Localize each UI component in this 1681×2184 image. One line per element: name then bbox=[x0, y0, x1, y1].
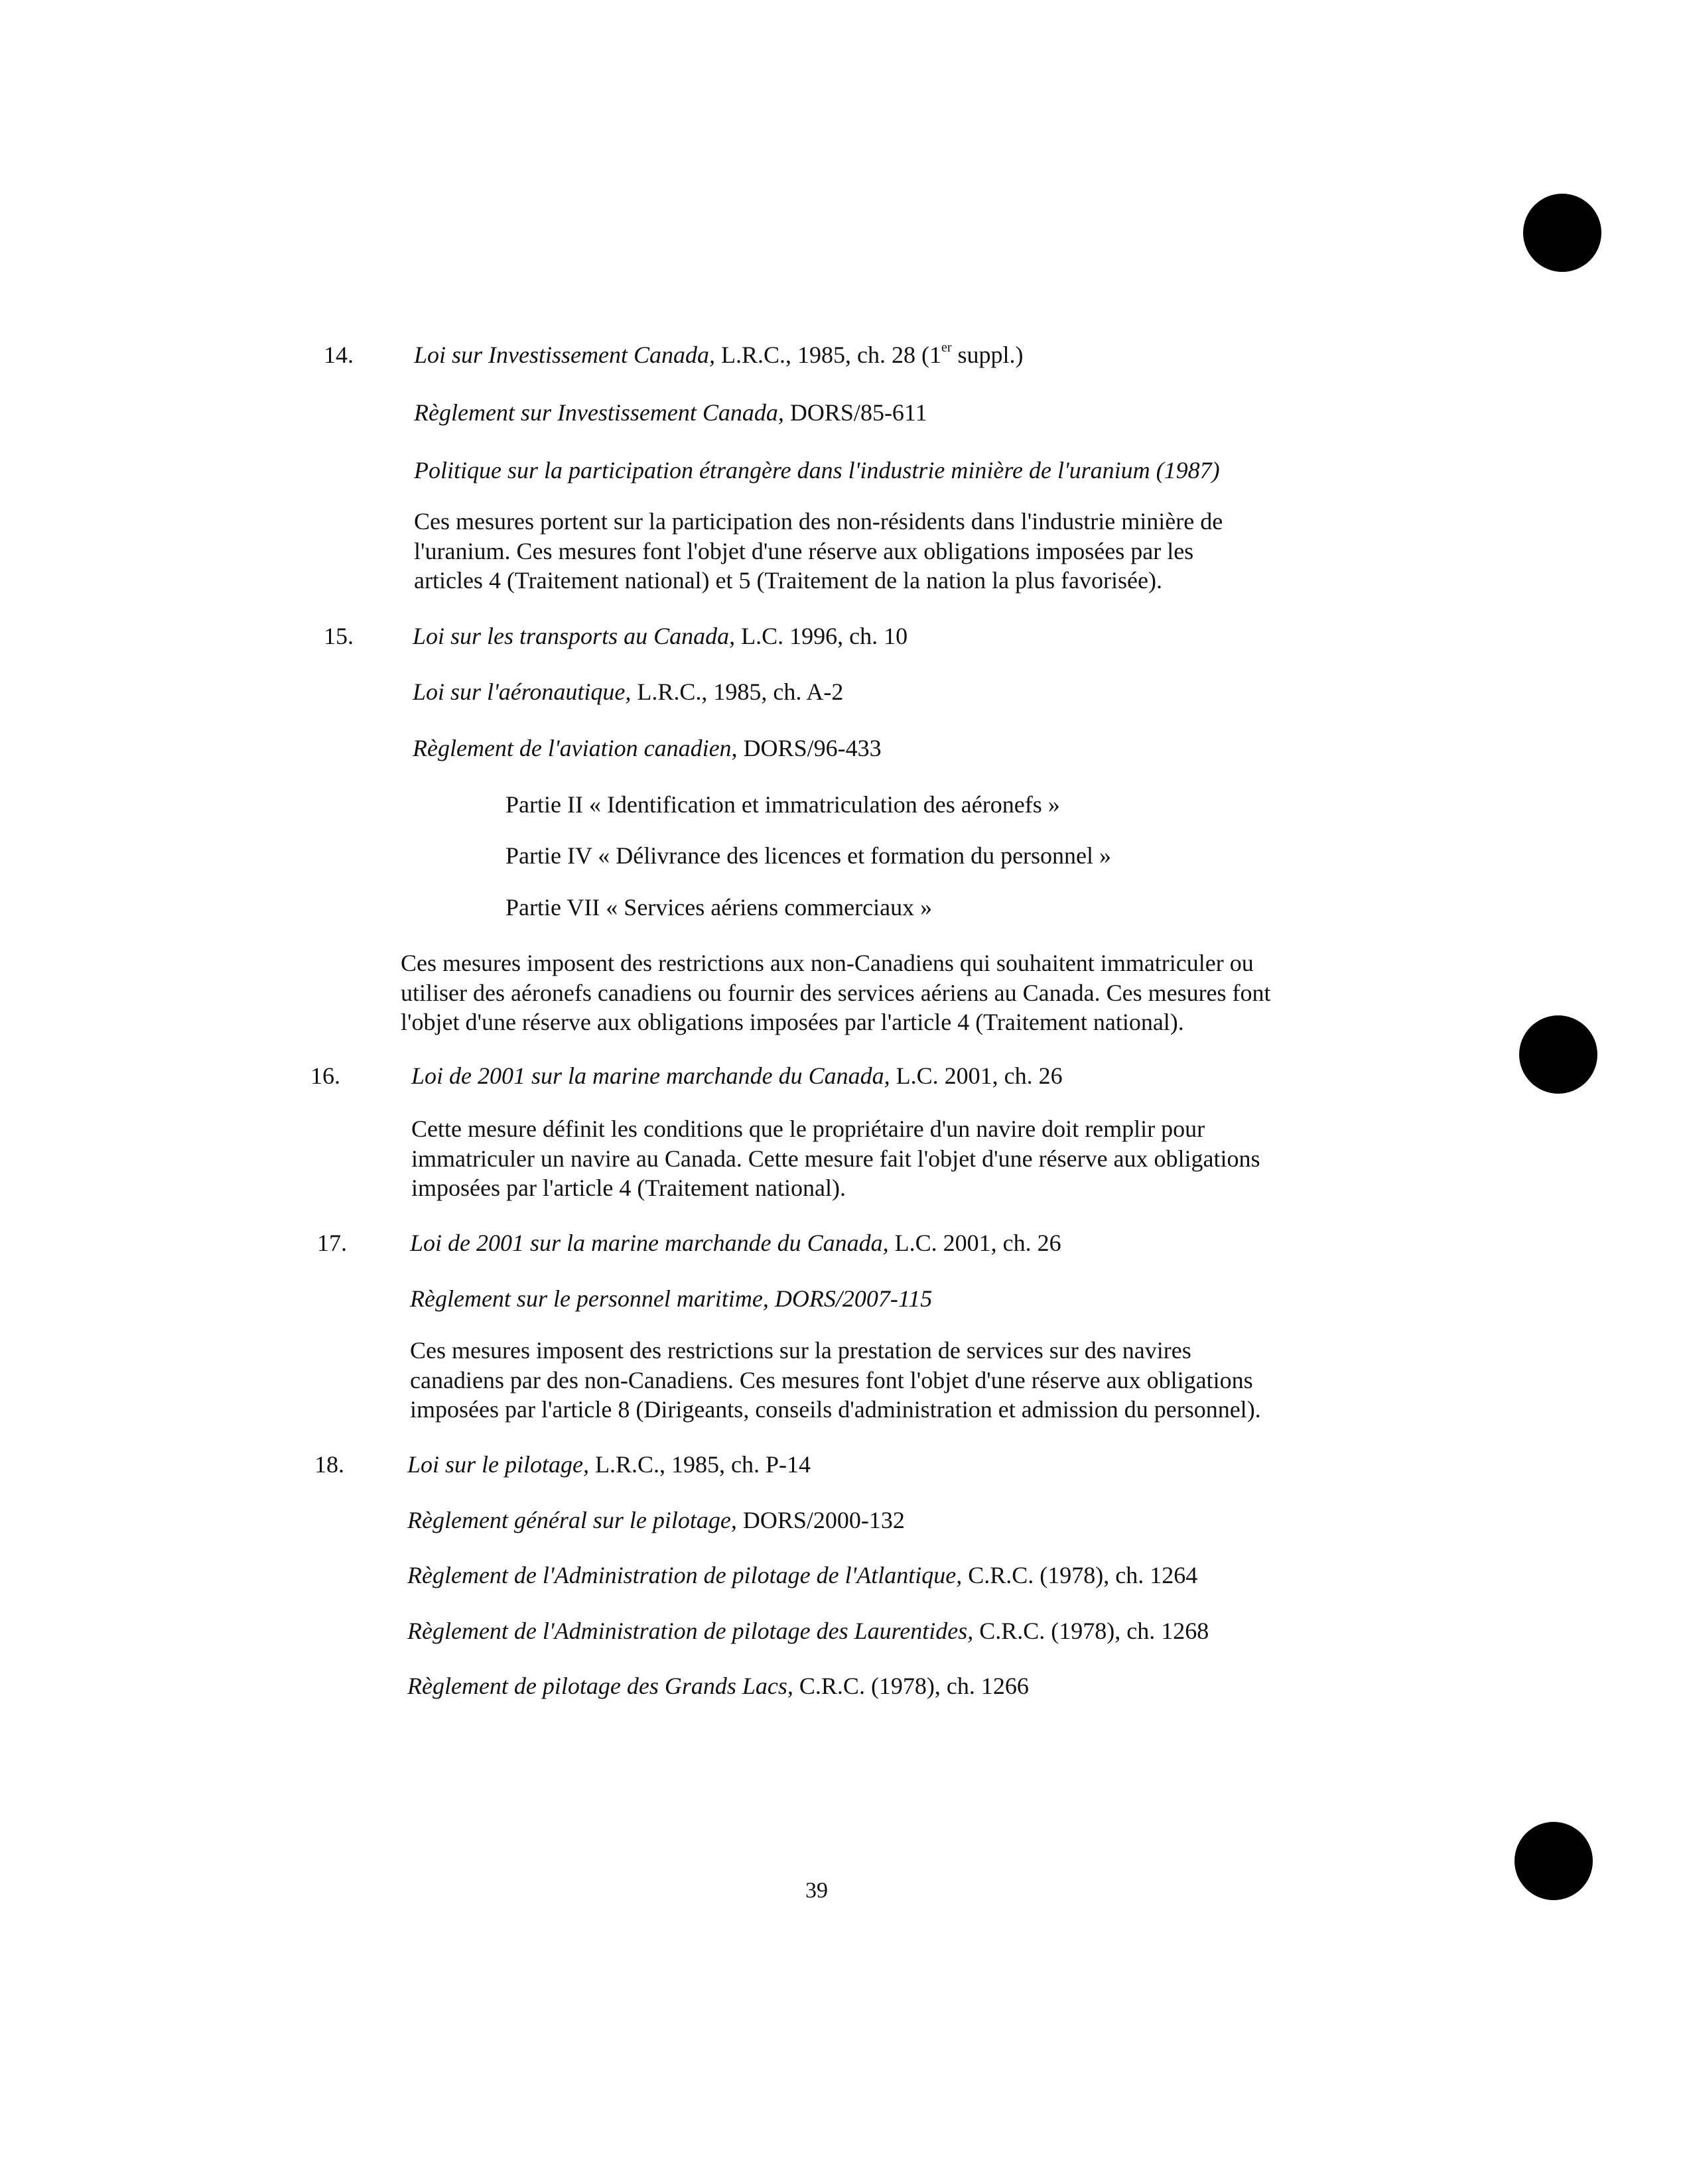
reference-title: Loi sur les transports au Canada, bbox=[413, 623, 736, 649]
legal-reference bbox=[410, 1228, 1061, 1257]
reference-title: Règlement général sur le pilotage, bbox=[407, 1507, 737, 1533]
description-line: Ces mesures imposent des restrictions sur la prestation de services sur des navires bbox=[410, 1337, 1191, 1364]
description-line: articles 4 (Traitement national) et 5 (Traitement de la nation la plus favorisée). bbox=[414, 567, 1163, 594]
reference-citation: L.R.C., 1985, ch. 28 (1 bbox=[715, 342, 941, 368]
description-line: Ces mesures portent sur la participation des non-résidents dans l'industrie minière de bbox=[414, 508, 1223, 535]
item-number: 18. bbox=[314, 1451, 344, 1478]
description-line: Cette mesure définit les conditions que le propriétaire d'un navire doit remplir pour bbox=[411, 1116, 1205, 1142]
description-line: imposées par l'article 4 (Traitement national). bbox=[411, 1175, 846, 1201]
reference-citation: DORS/96-433 bbox=[737, 735, 882, 761]
legal-reference bbox=[413, 677, 843, 706]
reference-citation: DORS/85-611 bbox=[783, 399, 927, 426]
binder-hole-middle bbox=[1519, 1015, 1597, 1094]
item-number: 17. bbox=[317, 1230, 347, 1256]
regulation-part: Partie VII « Services aériens commerciaux » bbox=[505, 894, 933, 921]
item-number: 14. bbox=[324, 342, 354, 368]
reference-superscript: er bbox=[941, 340, 952, 355]
item-number: 15. bbox=[324, 623, 354, 649]
reference-title: Règlement de l'Administration de pilotage de l'Atlantique, bbox=[407, 1562, 963, 1588]
binder-hole-bottom bbox=[1514, 1822, 1593, 1900]
legal-reference bbox=[407, 1616, 1209, 1645]
reference-citation: C.R.C. (1978), ch. 1268 bbox=[973, 1618, 1209, 1644]
reference-title: Loi sur le pilotage, bbox=[407, 1451, 590, 1478]
item-description bbox=[401, 948, 1271, 1037]
description-line: l'objet d'une réserve aux obligations imposées par l'article 4 (Traitement national). bbox=[401, 1009, 1184, 1035]
regulation-part: Partie IV « Délivrance des licences et formation du personnel » bbox=[505, 842, 1112, 869]
page-number: 39 bbox=[805, 1878, 828, 1903]
reference-citation: L.C. 2001, ch. 26 bbox=[890, 1062, 1063, 1089]
binder-hole-top bbox=[1523, 194, 1601, 272]
legal-reference bbox=[414, 340, 1024, 369]
reference-title: Règlement de l'Administration de pilotage des Laurentides, bbox=[407, 1618, 974, 1644]
reference-citation: L.R.C., 1985, ch. P-14 bbox=[589, 1451, 811, 1478]
reference-title: Loi sur l'aéronautique, bbox=[413, 678, 632, 705]
item-number: 16. bbox=[310, 1062, 340, 1089]
item-description bbox=[411, 1114, 1260, 1203]
regulation-part: Partie II « Identification et immatriculation des aéronefs » bbox=[505, 791, 1060, 818]
description-line: Ces mesures imposent des restrictions aux non-Canadiens qui souhaitent immatriculer ou bbox=[401, 950, 1254, 976]
reference-citation: C.R.C. (1978), ch. 1264 bbox=[962, 1562, 1198, 1588]
reference-title: Règlement sur le personnel maritime, DORS/2007-115 bbox=[410, 1285, 933, 1312]
reference-title: Règlement de pilotage des Grands Lacs, bbox=[407, 1673, 793, 1699]
description-line: utiliser des aéronefs canadiens ou fournir des services aériens au Canada. Ces mesures font bbox=[401, 979, 1271, 1006]
legal-reference bbox=[410, 1284, 932, 1313]
legal-reference bbox=[407, 1561, 1197, 1590]
legal-reference bbox=[413, 734, 882, 763]
reference-citation: L.R.C., 1985, ch. A-2 bbox=[631, 678, 844, 705]
reference-citation: L.C. 1996, ch. 10 bbox=[735, 623, 908, 649]
legal-reference bbox=[413, 621, 908, 651]
reference-citation: DORS/2000-132 bbox=[736, 1507, 905, 1533]
legal-reference bbox=[414, 456, 1220, 485]
legal-reference bbox=[407, 1671, 1029, 1701]
reference-citation: C.R.C. (1978), ch. 1266 bbox=[793, 1673, 1029, 1699]
reference-title: Loi de 2001 sur la marine marchande du Canada, bbox=[410, 1230, 889, 1256]
legal-reference bbox=[414, 398, 927, 427]
reference-citation-tail: suppl.) bbox=[951, 342, 1024, 368]
description-line: imposées par l'article 8 (Dirigeants, conseils d'administration et admission du personnel). bbox=[410, 1396, 1261, 1423]
description-line: l'uranium. Ces mesures font l'objet d'une réserve aux obligations imposées par les bbox=[414, 537, 1194, 564]
reference-title: Règlement de l'aviation canadien, bbox=[413, 735, 738, 761]
reference-citation: L.C. 2001, ch. 26 bbox=[888, 1230, 1061, 1256]
description-line: immatriculer un navire au Canada. Cette mesure fait l'objet d'une réserve aux obligations bbox=[411, 1145, 1260, 1172]
reference-title: Loi de 2001 sur la marine marchande du Canada, bbox=[411, 1062, 890, 1089]
legal-reference bbox=[411, 1061, 1063, 1090]
reference-title: Loi sur Investissement Canada, bbox=[414, 342, 715, 368]
legal-reference bbox=[407, 1450, 811, 1479]
reference-title: Règlement sur Investissement Canada, bbox=[414, 399, 784, 426]
legal-reference bbox=[407, 1506, 905, 1535]
reference-title: Politique sur la participation étrangère dans l'industrie minière de l'uranium (1987) bbox=[414, 457, 1220, 483]
item-description bbox=[410, 1336, 1261, 1425]
description-line: canadiens par des non-Canadiens. Ces mesures font l'objet d'une réserve aux obligations bbox=[410, 1366, 1253, 1393]
item-description bbox=[414, 507, 1223, 596]
